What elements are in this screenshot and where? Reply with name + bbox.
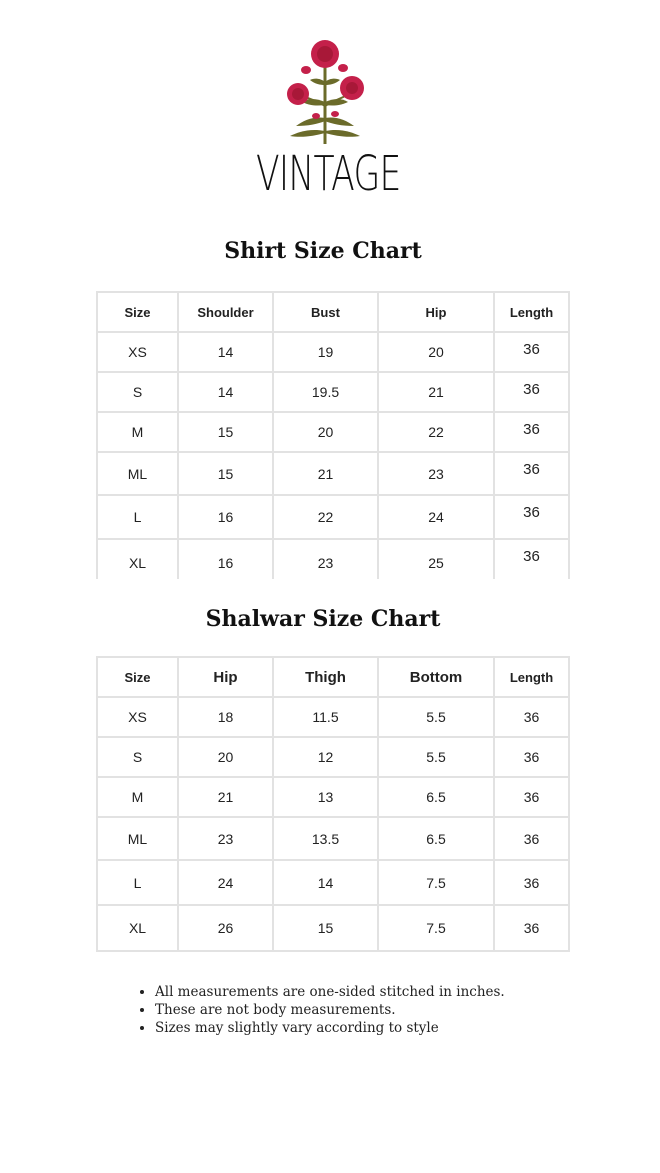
table-cell: 16	[178, 539, 273, 587]
table-cell: 36	[494, 372, 569, 412]
size-cell: ML	[97, 452, 178, 495]
table-cell: 36	[494, 539, 569, 587]
column-header: Shoulder	[178, 292, 273, 332]
size-cell: S	[97, 372, 178, 412]
table-cell: 36	[494, 905, 569, 951]
table-cell: 20	[273, 412, 378, 452]
table-cell: 13	[273, 777, 378, 817]
column-header: Thigh	[273, 657, 378, 697]
table-row	[97, 697, 569, 737]
table-header-row	[97, 292, 569, 332]
size-cell: S	[97, 737, 178, 777]
table-row	[97, 817, 569, 860]
size-cell: L	[97, 495, 178, 539]
table-cell: 6.5	[378, 777, 494, 817]
measurement-notes	[135, 983, 505, 1037]
shirt-chart-title: Shirt Size Chart	[224, 238, 422, 264]
table-cell: 7.5	[378, 905, 494, 951]
table-cell: 14	[178, 372, 273, 412]
size-cell: M	[97, 777, 178, 817]
column-header: Size	[97, 292, 178, 332]
column-header: Length	[494, 292, 569, 332]
table-cell: 36	[494, 495, 569, 539]
table-row	[97, 412, 569, 452]
table-row	[97, 372, 569, 412]
table-cell: 21	[178, 777, 273, 817]
size-cell: L	[97, 860, 178, 905]
shalwar-size-table	[96, 656, 570, 952]
table-cell: 26	[178, 905, 273, 951]
table-cell: 19.5	[273, 372, 378, 412]
table-cell: 12	[273, 737, 378, 777]
table-cell: 23	[378, 452, 494, 495]
column-header: Bust	[273, 292, 378, 332]
table-cell: 11.5	[273, 697, 378, 737]
table-row	[97, 495, 569, 539]
column-header: Length	[494, 657, 569, 697]
table-row	[97, 860, 569, 905]
table-cell: 14	[273, 860, 378, 905]
column-header: Bottom	[378, 657, 494, 697]
table-cell: 36	[494, 860, 569, 905]
table-cell: 5.5	[378, 697, 494, 737]
table-cell: 14	[178, 332, 273, 372]
table-cell: 24	[378, 495, 494, 539]
size-cell: ML	[97, 817, 178, 860]
flower-logo-icon	[280, 36, 370, 148]
size-cell: XS	[97, 697, 178, 737]
column-header: Hip	[178, 657, 273, 697]
size-cell: XL	[97, 905, 178, 951]
note-item: • All measurements are one-sided stitched in inches.	[155, 983, 505, 1001]
table-cell: 36	[494, 737, 569, 777]
note-item: • These are not body measurements.	[155, 1001, 505, 1019]
table-cell: 23	[273, 539, 378, 587]
table-row	[97, 737, 569, 777]
table-cell: 20	[378, 332, 494, 372]
table-cell: 15	[273, 905, 378, 951]
table-cell: 20	[178, 737, 273, 777]
table-row	[97, 777, 569, 817]
table-cell: 22	[378, 412, 494, 452]
column-header: Hip	[378, 292, 494, 332]
table-row	[97, 332, 569, 372]
table-cell: 16	[178, 495, 273, 539]
table-cell: 21	[273, 452, 378, 495]
table-cell: 15	[178, 452, 273, 495]
table-cell: 22	[273, 495, 378, 539]
table-cell: 36	[494, 412, 569, 452]
table-cell: 36	[494, 697, 569, 737]
table-cell: 15	[178, 412, 273, 452]
size-cell: M	[97, 412, 178, 452]
table-cell: 25	[378, 539, 494, 587]
table-clip	[90, 579, 580, 593]
table-row	[97, 905, 569, 951]
table-cell: 18	[178, 697, 273, 737]
table-header-row	[97, 657, 569, 697]
brand-name: VINTAGE	[255, 146, 401, 202]
size-cell: XS	[97, 332, 178, 372]
table-cell: 23	[178, 817, 273, 860]
column-header: Size	[97, 657, 178, 697]
table-cell: 21	[378, 372, 494, 412]
table-cell: 36	[494, 817, 569, 860]
table-cell: 5.5	[378, 737, 494, 777]
size-cell: XL	[97, 539, 178, 587]
shalwar-chart-title: Shalwar Size Chart	[205, 606, 441, 632]
shirt-size-table	[96, 291, 570, 588]
table-cell: 36	[494, 332, 569, 372]
table-cell: 6.5	[378, 817, 494, 860]
table-cell: 13.5	[273, 817, 378, 860]
table-cell: 24	[178, 860, 273, 905]
table-cell: 36	[494, 452, 569, 495]
note-item: • Sizes may slightly vary according to style	[155, 1019, 505, 1037]
table-row	[97, 452, 569, 495]
table-cell: 36	[494, 777, 569, 817]
table-cell: 7.5	[378, 860, 494, 905]
table-cell: 19	[273, 332, 378, 372]
